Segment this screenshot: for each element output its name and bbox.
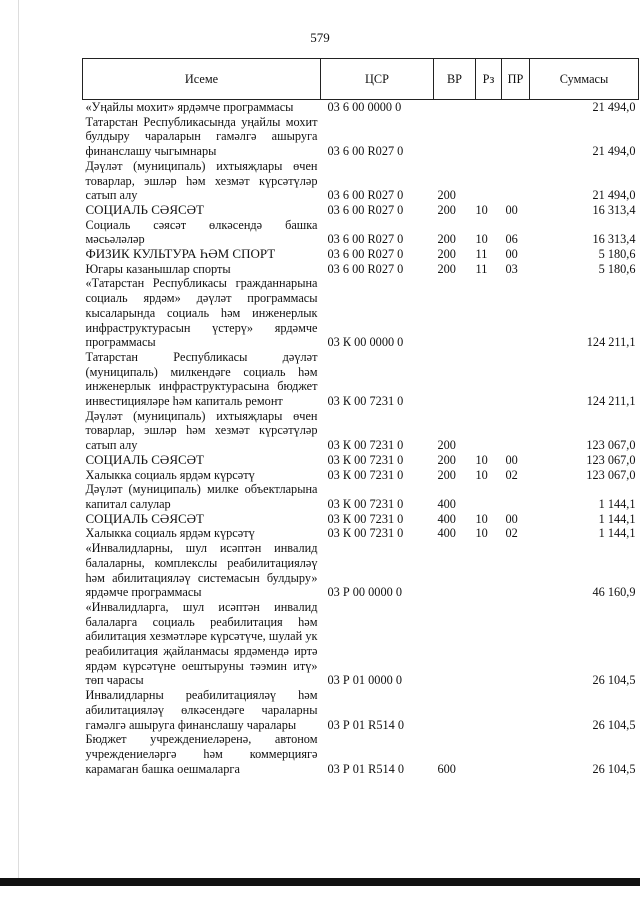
row-pr-cell: 02 xyxy=(505,526,518,541)
row-csr-cell: 03 К 00 7231 0 xyxy=(327,467,404,482)
row-vr-cell: 200 xyxy=(437,261,456,276)
row-sum-cell: 124 211,1 xyxy=(586,335,636,350)
row-rz-cell: 10 xyxy=(475,467,488,482)
row-sum-cell: 26 104,5 xyxy=(592,673,636,688)
table-row xyxy=(83,512,639,527)
row-pr-cell xyxy=(502,541,530,600)
row-csr-cell: 03 6 00 R027 0 xyxy=(327,144,404,159)
row-rz-cell: 10 xyxy=(475,452,488,467)
row-pr-cell xyxy=(502,100,530,115)
row-name-cell: «Инвалидларны, шул исәптән инвалид балаларны, комплекслы реабилитацияләү һәм абилитацияләү системасын булдыру» ярдәмче программасы xyxy=(85,541,318,600)
row-vr-cell xyxy=(434,541,476,600)
row-rz-cell: 10 xyxy=(475,232,488,247)
row-rz-cell xyxy=(476,409,502,453)
row-vr-cell xyxy=(434,688,476,732)
row-rz-cell xyxy=(476,541,502,600)
row-vr-cell: 200 xyxy=(437,188,456,203)
row-vr-cell: 200 xyxy=(437,452,456,467)
row-name-cell: ФИЗИК КУЛЬТУРА ҺӘМ СПОРТ xyxy=(85,246,276,262)
table-row xyxy=(83,732,639,776)
row-name-cell: Дәүләт (муниципаль) милке объектларына капитал салулар xyxy=(85,482,318,511)
row-rz-cell: 10 xyxy=(475,511,488,526)
budget-table xyxy=(82,58,639,776)
header-pr: ПР xyxy=(502,59,530,100)
row-csr-cell: 03 6 00 R027 0 xyxy=(327,188,404,203)
row-sum-cell: 1 144,1 xyxy=(598,526,636,541)
row-pr-cell: 06 xyxy=(505,232,518,247)
table-row xyxy=(83,350,639,409)
table-row xyxy=(83,247,639,262)
row-csr-cell: 03 Р 01 R514 0 xyxy=(327,761,405,776)
row-csr-cell: 03 6 00 0000 0 xyxy=(327,100,402,114)
row-rz-cell xyxy=(476,600,502,688)
row-name-cell: «Инвалидларга, шул исәптән инвалид балаларга социаль реабилитация һәм абилитация хезмәтләре күрсәтүче, шулай ук реабилитация җайланмасы ярдәмендә иртә ярдәм күрсәтүне оештыруны тәэмин итү» төп чарасы xyxy=(85,599,318,688)
row-csr-cell: 03 К 00 7231 0 xyxy=(327,511,404,526)
row-name-cell: Социаль сәясәт өлкәсендә башка мәсьәләләр xyxy=(85,217,318,247)
table-row xyxy=(83,526,639,541)
row-sum-cell: 123 067,0 xyxy=(586,467,636,482)
row-rz-cell xyxy=(476,688,502,732)
row-pr-cell xyxy=(502,732,530,776)
row-csr-cell: 03 6 00 R027 0 xyxy=(327,232,404,247)
row-name-cell: СОЦИАЛЬ СӘЯСӘТ xyxy=(85,451,204,467)
row-pr-cell: 02 xyxy=(505,467,518,482)
row-vr-cell: 200 xyxy=(437,232,456,247)
row-rz-cell: 11 xyxy=(475,261,488,276)
scan-bottom-border xyxy=(0,878,640,886)
row-vr-cell: 600 xyxy=(437,761,456,776)
row-csr-cell: 03 К 00 0000 0 xyxy=(327,335,404,350)
row-sum-cell: 16 313,4 xyxy=(592,202,636,217)
row-pr-cell xyxy=(502,600,530,688)
row-name-cell: Дәүләт (муниципаль) ихтыяҗлары өчен товарлар, эшләр һәм хезмәт күрсәтүләр сатып алу xyxy=(85,158,318,203)
budget-table-container xyxy=(82,58,636,776)
row-vr-cell: 200 xyxy=(437,202,456,217)
table-header-row xyxy=(83,59,639,100)
row-rz-cell: 10 xyxy=(475,202,488,217)
row-pr-cell: 03 xyxy=(505,261,518,276)
row-rz-cell xyxy=(476,350,502,409)
row-sum-cell: 21 494,0 xyxy=(592,144,636,159)
table-row xyxy=(83,688,639,732)
row-csr-cell: 03 Р 00 0000 0 xyxy=(327,585,402,600)
row-sum-cell: 1 144,1 xyxy=(598,496,636,511)
row-name-cell: Татарстан Республикасы дәүләт (муниципаль) милкендәге социаль һәм инженерлык инфраструктурасына бюджет инвестицияләре һәм капиталь ремонт xyxy=(85,349,318,409)
row-csr-cell: 03 К 00 7231 0 xyxy=(327,438,404,453)
row-vr-cell: 200 xyxy=(437,467,456,482)
table-row xyxy=(83,100,639,115)
row-pr-cell xyxy=(502,159,530,203)
row-vr-cell xyxy=(434,600,476,688)
row-sum-cell: 46 160,9 xyxy=(592,585,636,600)
row-sum-cell: 123 067,0 xyxy=(586,438,636,453)
row-sum-cell: 1 144,1 xyxy=(598,511,636,526)
row-csr-cell: 03 6 00 R027 0 xyxy=(327,261,404,276)
row-csr-cell: 03 К 00 7231 0 xyxy=(327,394,404,409)
row-name-cell: Югары казанышлар спорты xyxy=(85,261,231,276)
row-vr-cell: 400 xyxy=(437,511,456,526)
table-row xyxy=(83,115,639,159)
table-body xyxy=(83,100,639,777)
table-row xyxy=(83,203,639,218)
row-pr-cell: 00 xyxy=(505,452,518,467)
table-row xyxy=(83,218,639,247)
scan-edge-line xyxy=(18,0,19,878)
row-pr-cell: 00 xyxy=(505,247,518,262)
row-name-cell: СОЦИАЛЬ СӘЯСӘТ xyxy=(85,201,204,217)
row-rz-cell xyxy=(476,482,502,511)
row-name-cell: Татарстан Республикасында уңайлы мохит булдыру чараларын гамәлгә ашыруга финанслашу чыгымнары xyxy=(85,114,318,159)
table-row xyxy=(83,159,639,203)
table-row xyxy=(83,600,639,688)
row-rz-cell xyxy=(476,159,502,203)
row-csr-cell: 03 6 00 R027 0 xyxy=(327,202,404,217)
row-name-cell: Дәүләт (муниципаль) ихтыяҗлары өчен товарлар, эшләр һәм хезмәт күрсәтүләр сатып алу xyxy=(85,408,318,453)
row-name-cell: «Уңайлы мохит» ярдәмче программасы xyxy=(85,100,294,114)
row-pr-cell xyxy=(502,409,530,453)
row-csr-cell: 03 К 00 7231 0 xyxy=(327,496,404,511)
row-pr-cell xyxy=(502,688,530,732)
row-pr-cell: 00 xyxy=(505,202,518,217)
row-sum-cell: 5 180,6 xyxy=(598,247,636,262)
row-name-cell: Халыкка социаль ярдәм күрсәтү xyxy=(85,467,255,482)
row-vr-cell: 200 xyxy=(437,438,456,453)
row-rz-cell: 11 xyxy=(475,247,488,262)
row-sum-cell: 16 313,4 xyxy=(592,232,636,247)
row-name-cell: Халыкка социаль ярдәм күрсәтү xyxy=(85,526,255,541)
row-vr-cell: 400 xyxy=(437,526,456,541)
row-sum-cell: 123 067,0 xyxy=(586,452,636,467)
row-pr-cell xyxy=(502,276,530,350)
row-rz-cell: 10 xyxy=(475,526,488,541)
row-csr-cell: 03 К 00 7231 0 xyxy=(327,452,404,467)
row-vr-cell xyxy=(434,276,476,350)
row-rz-cell xyxy=(476,115,502,159)
row-vr-cell xyxy=(434,350,476,409)
row-rz-cell xyxy=(476,732,502,776)
row-sum-cell: 5 180,6 xyxy=(598,261,636,276)
header-csr: ЦСР xyxy=(321,59,434,100)
row-sum-cell: 124 211,1 xyxy=(586,394,636,409)
table-row xyxy=(83,276,639,350)
row-sum-cell: 21 494,0 xyxy=(592,100,636,114)
table-row xyxy=(83,468,639,483)
row-name-cell: СОЦИАЛЬ СӘЯСӘТ xyxy=(85,510,204,526)
row-csr-cell: 03 Р 01 R514 0 xyxy=(327,717,405,732)
table-row xyxy=(83,482,639,511)
row-rz-cell xyxy=(476,276,502,350)
table-row xyxy=(83,541,639,600)
header-vr: ВР xyxy=(434,59,476,100)
row-sum-cell: 26 104,5 xyxy=(592,717,636,732)
table-row xyxy=(83,453,639,468)
row-name-cell: Бюджет учреждениеләренә, автоном учреждениеләргә һәм коммерциягә карамаган башка оешмаларга xyxy=(85,732,318,776)
header-sum: Суммасы xyxy=(530,59,639,100)
row-name-cell: «Татарстан Республикасы гражданнарына социаль ярдәм» дәүләт программасы кысаларында социаль һәм инженерлык инфраструктурасын үстерү» ярдәмче программасы xyxy=(85,276,318,350)
row-sum-cell: 26 104,5 xyxy=(592,761,636,776)
row-csr-cell: 03 Р 01 0000 0 xyxy=(327,673,402,688)
table-row xyxy=(83,409,639,453)
page-number: 579 xyxy=(310,30,330,45)
row-pr-cell xyxy=(502,350,530,409)
row-name-cell: Инвалидларны реабилитацияләү һәм абилитацияләү өлкәсендәге чараларны гамәлгә ашыруга финанслашу чаралары xyxy=(85,688,318,732)
table-row xyxy=(83,262,639,277)
row-vr-cell xyxy=(434,100,476,115)
row-pr-cell xyxy=(502,115,530,159)
row-sum-cell: 21 494,0 xyxy=(592,188,636,203)
row-pr-cell xyxy=(502,482,530,511)
header-name: Исеме xyxy=(83,59,321,100)
row-pr-cell: 00 xyxy=(505,511,518,526)
row-vr-cell: 400 xyxy=(437,496,456,511)
row-vr-cell: 200 xyxy=(437,247,456,262)
row-vr-cell xyxy=(434,115,476,159)
row-csr-cell: 03 6 00 R027 0 xyxy=(327,247,404,262)
header-rz: Рз xyxy=(476,59,502,100)
row-rz-cell xyxy=(476,100,502,115)
row-csr-cell: 03 К 00 7231 0 xyxy=(327,526,404,541)
